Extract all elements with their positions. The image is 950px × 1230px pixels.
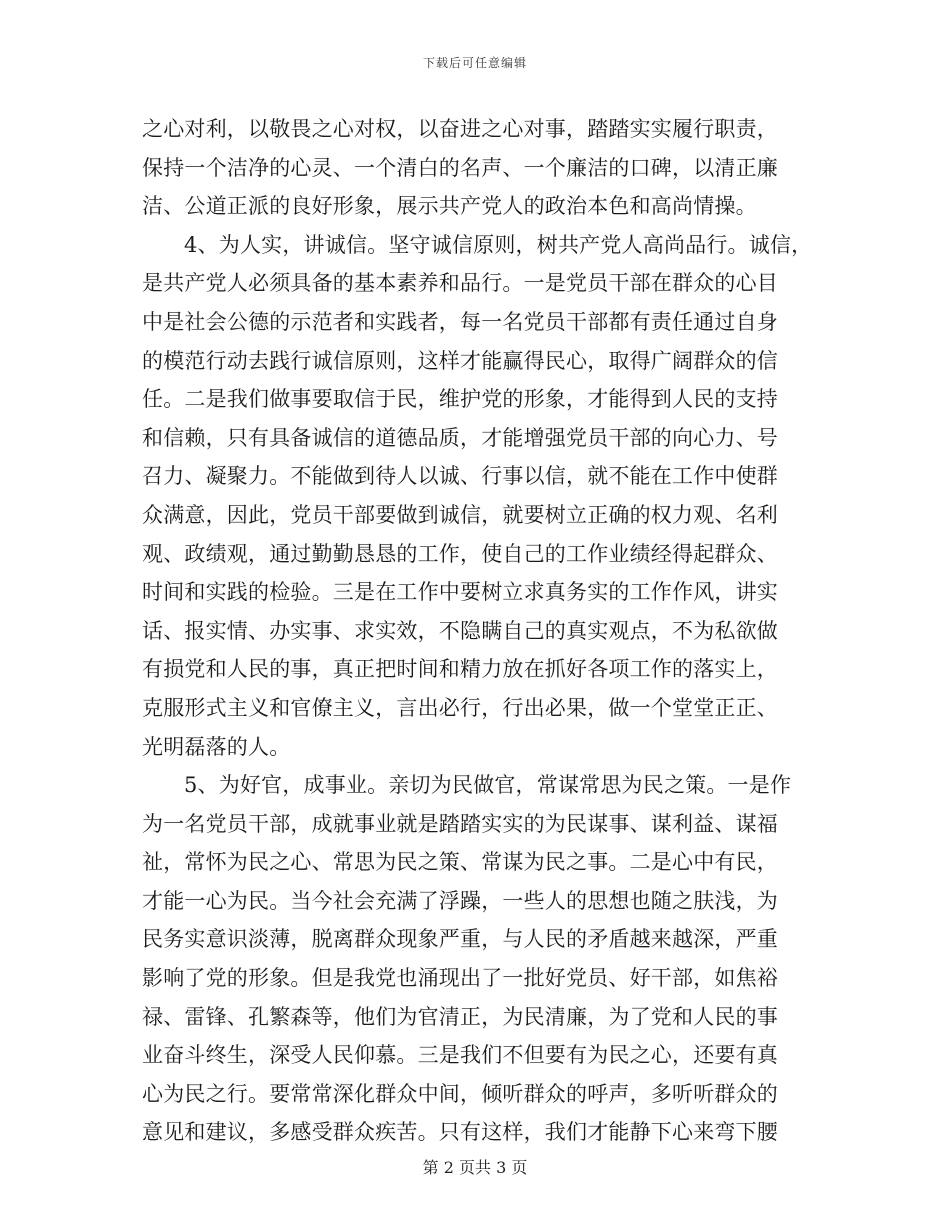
text-line: 话、报实情、办实事、求实效，不隐瞒自己的真实观点，不为私欲做	[142, 618, 778, 643]
text-line: 之心对利，以敬畏之心对权，以奋进之心对事，踏踏实实履行职责，	[142, 117, 778, 141]
document-body	[142, 110, 818, 1152]
text-line: 是共产党人必须具备的基本素养和品行。一是党员干部在群众的心目	[142, 271, 778, 296]
text-line: 的模范行动去践行诚信原则，这样才能赢得民心，取得广阔群众的信	[142, 348, 778, 373]
text-line: 光明磊落的人。	[142, 734, 291, 759]
text-line: 任。二是我们做事要取信于民，维护党的形象，才能得到人民的支持	[142, 387, 778, 412]
text-line: 保持一个洁净的心灵、一个清白的名声、一个廉洁的口碑，以清正廉	[142, 155, 778, 180]
page-footer: 第 2 页共 3 页	[422, 1158, 528, 1177]
text-line: 影响了党的形象。但是我党也涌现出了一批好党员、好干部，如焦裕	[142, 966, 778, 991]
text-line: 禄、雷锋、孔繁森等，他们为官清正，为民清廉，为了党和人民的事	[142, 1004, 778, 1029]
text-line: 意见和建议，多感受群众疾苦。只有这样，我们才能静下心来弯下腰	[142, 1120, 778, 1145]
text-line: 民务实意识淡薄，脱离群众现象严重，与人民的矛盾越来越深，严重	[142, 927, 778, 952]
text-line: 召力、凝聚力。不能做到待人以诚、行事以信，就不能在工作中使群	[142, 464, 778, 489]
page-header: 下载后可任意编辑	[422, 56, 527, 70]
text-line: 祉，常怀为民之心、常思为民之策、常谋为民之事。二是心中有民，	[142, 850, 778, 875]
text-line: 业奋斗终生，深受人民仰慕。三是我们不但要有为民之心，还要有真	[142, 1043, 778, 1068]
text-line: 观、政绩观，通过勤勤恳恳的工作，使自己的工作业绩经得起群众、	[142, 541, 778, 566]
text-line: 和信赖，只有具备诚信的道德品质，才能增强党员干部的向心力、号	[142, 425, 778, 450]
text-line: 5、为好官，成事业。亲切为民做官，常谋常思为民之策。一是作	[184, 773, 792, 798]
text-line: 克服形式主义和官僚主义，言出必行，行出必果，做一个堂堂正正、	[142, 695, 778, 720]
text-line: 才能一心为民。当今社会充满了浮躁，一些人的思想也随之肤浅，为	[142, 888, 778, 913]
text-line: 4、为人实，讲诚信。坚守诚信原则，树共产党人高尚品行。诚信，	[184, 232, 813, 257]
text-line: 为一名党员干部，成就事业就是踏踏实实的为民谋事、谋利益、谋福	[142, 811, 778, 836]
text-line: 时间和实践的检验。三是在工作中要树立求真务实的工作作风，讲实	[142, 580, 778, 605]
text-line: 中是社会公德的示范者和实践者，每一名党员干部都有责任通过自身	[142, 309, 778, 334]
text-line: 有损党和人民的事，真正把时间和精力放在抓好各项工作的落实上，	[142, 657, 778, 682]
text-line: 众满意，因此，党员干部要做到诚信，就要树立正确的权力观、名利	[142, 502, 778, 527]
text-line: 心为民之行。要常常深化群众中间，倾听群众的呼声，多听听群众的	[142, 1081, 778, 1106]
text-line: 洁、公道正派的良好形象，展示共产党人的政治本色和高尚情操。	[142, 194, 757, 219]
